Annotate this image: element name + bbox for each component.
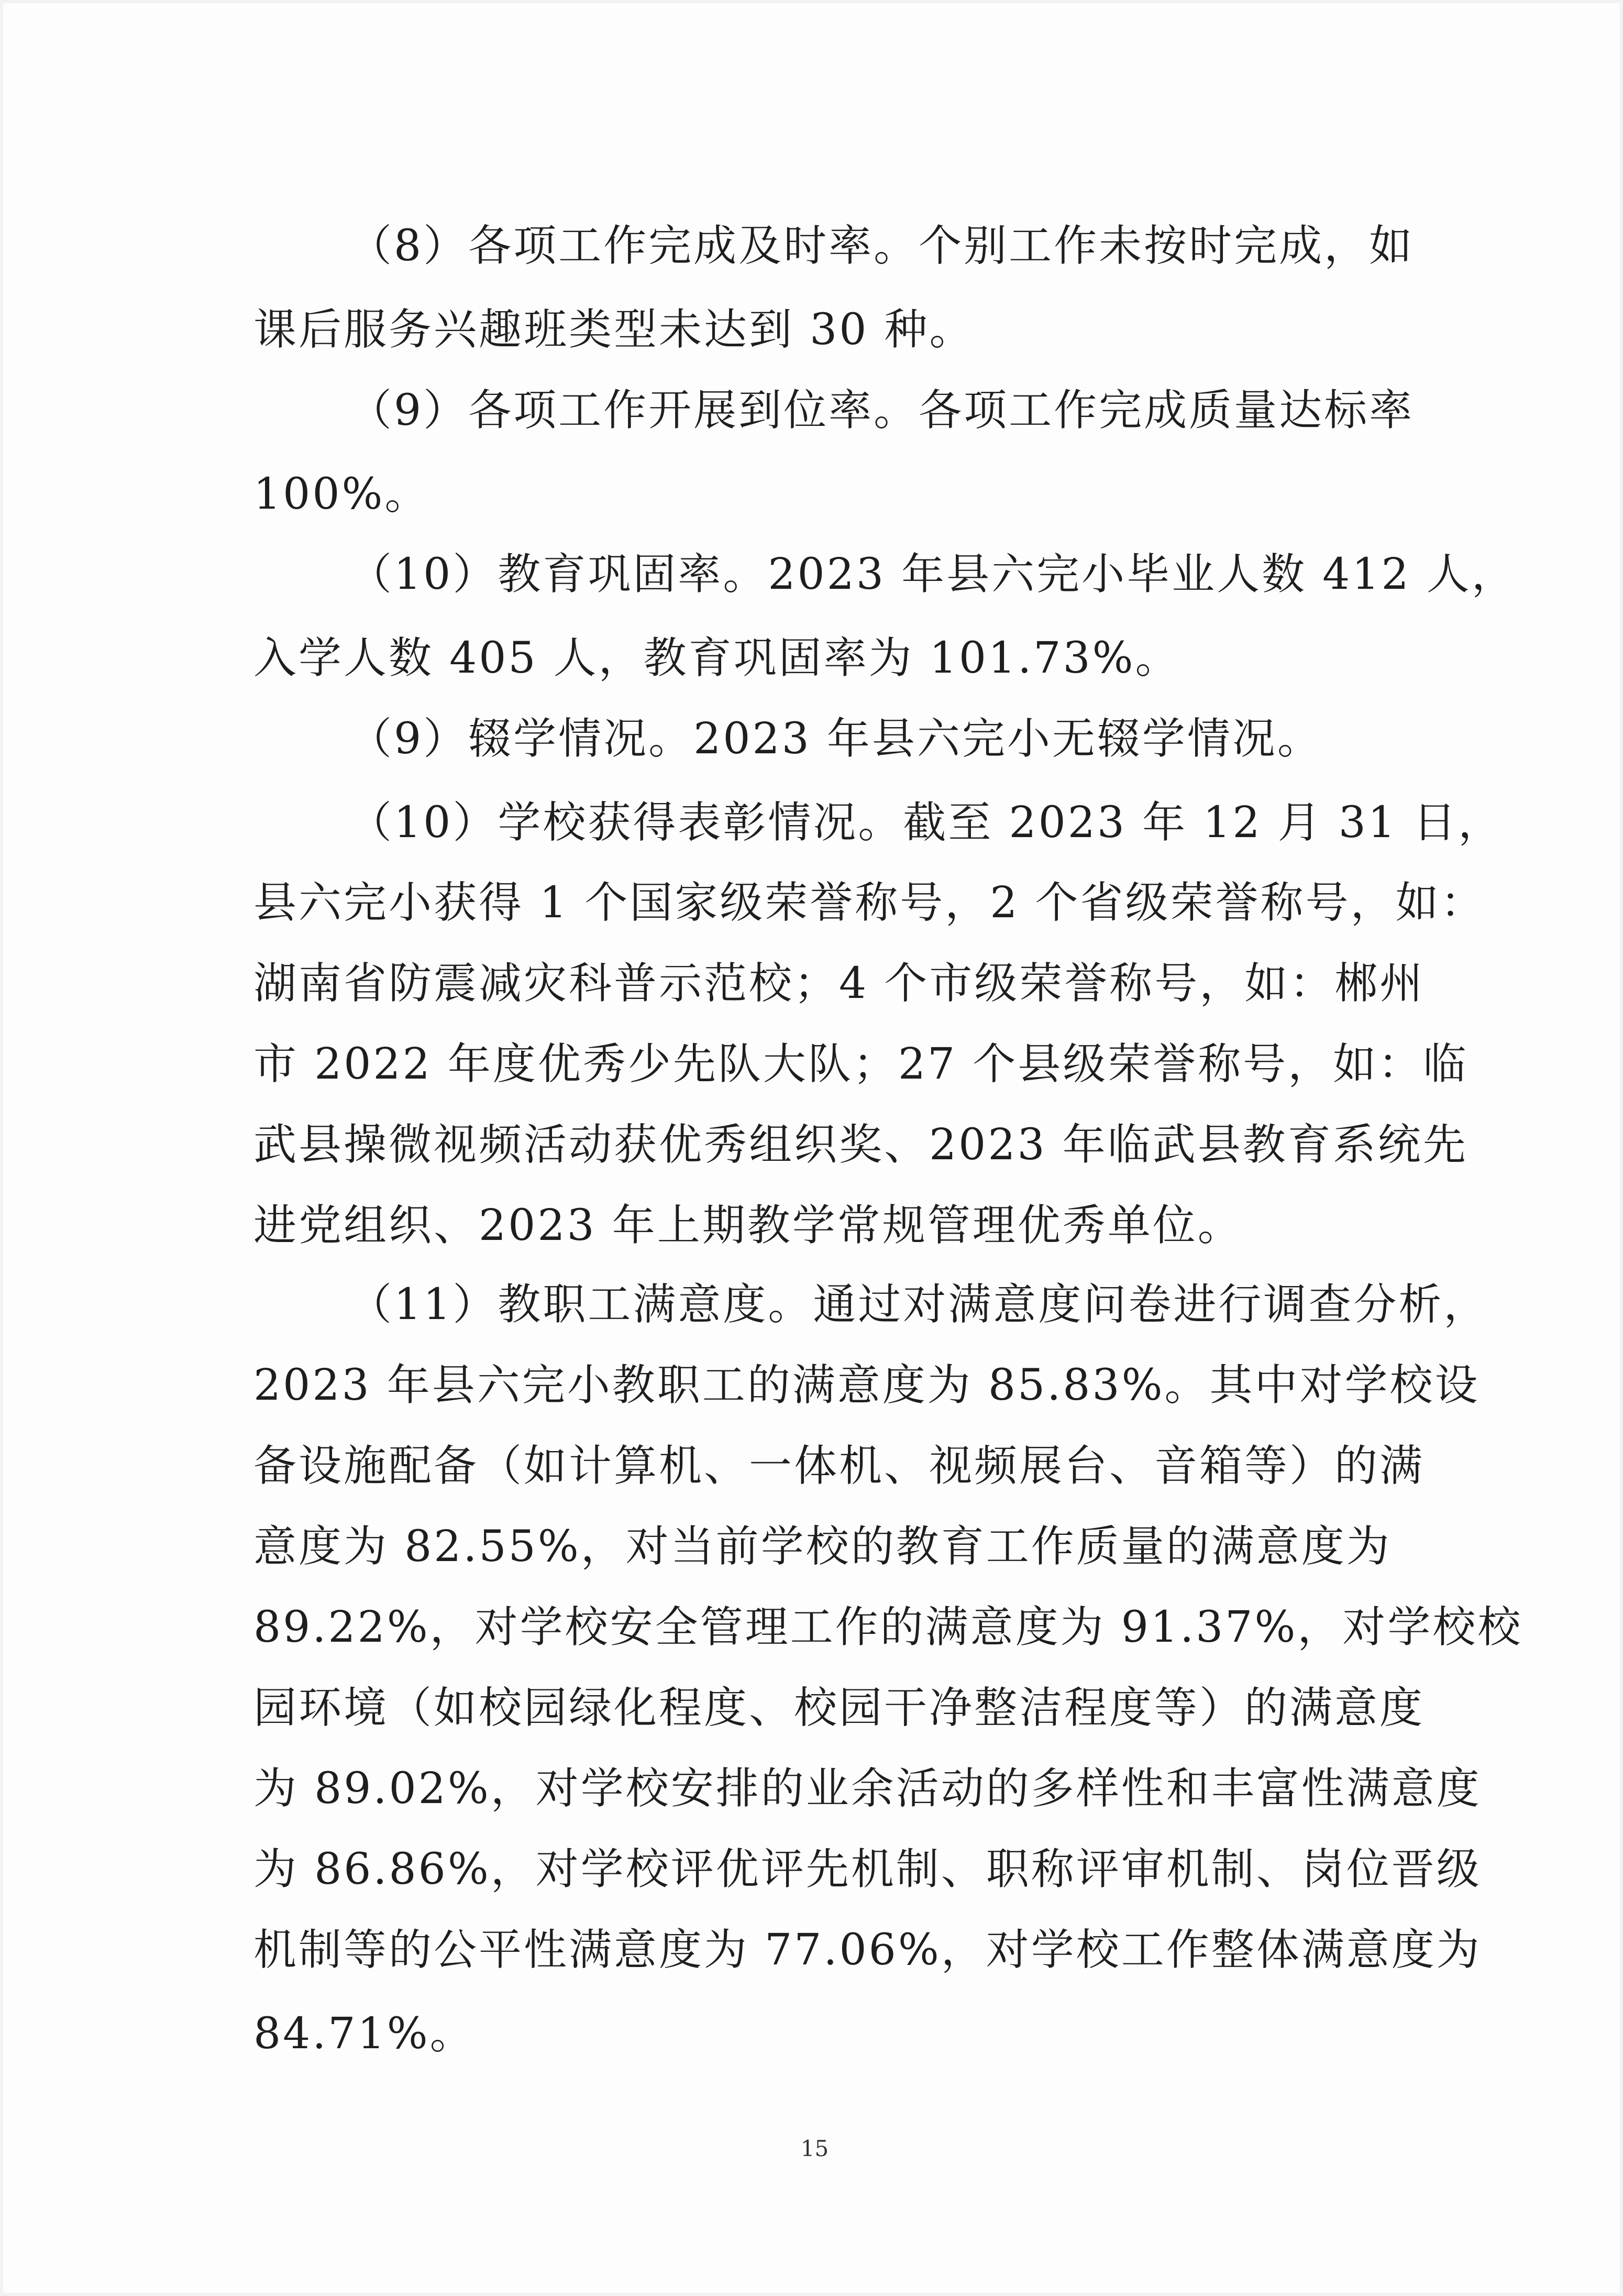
text-line: 市 2022 年度优秀少先队大队；27 个县级荣誉称号，如：临 (253, 1039, 1469, 1089)
text-line: 进党组织、2023 年上期教学常规管理优秀单位。 (253, 1201, 1243, 1250)
text-line: 武县操微视频活动获优秀组织奖、2023 年临武县教育系统先 (253, 1120, 1468, 1170)
text-line: 为 89.02%，对学校安排的业余活动的多样性和丰富性满意度 (253, 1764, 1482, 1814)
text-line: 园环境（如校园绿化程度、校园干净整洁程度等）的满意度 (253, 1683, 1425, 1733)
text-line: （8）各项工作完成及时率。个别工作未按时完成，如 (349, 221, 1415, 271)
text-line: 2023 年县六完小教职工的满意度为 85.83%。其中对学校设 (253, 1360, 1480, 1410)
text-line: （10）学校获得表彰情况。截至 2023 年 12 月 31 日， (349, 798, 1504, 848)
text-line: （9）各项工作开展到位率。各项工作完成质量达标率 (349, 386, 1415, 435)
text-line: 课后服务兴趣班类型未达到 30 种。 (253, 305, 975, 355)
text-line: 为 86.86%，对学校评优评先机制、职称评审机制、岗位晋级 (253, 1844, 1482, 1894)
text-line: 机制等的公平性满意度为 77.06%，对学校工作整体满意度为 (253, 1925, 1482, 1975)
text-line: 湖南省防震减灾科普示范校；4 个市级荣誉称号，如：郴州 (253, 959, 1425, 1008)
text-line: （9）辍学情况。2023 年县六完小无辍学情况。 (349, 714, 1322, 764)
text-line: 100%。 (253, 469, 430, 519)
page-number: 15 (800, 2136, 829, 2161)
text-line: 意度为 82.55%，对当前学校的教育工作质量的满意度为 (253, 1522, 1392, 1572)
text-line: 县六完小获得 1 个国家级荣誉称号，2 个省级荣誉称号，如： (253, 878, 1486, 928)
text-line: 89.22%，对学校安全管理工作的满意度为 91.37%，对学校校 (253, 1602, 1523, 1652)
text-line: 备设施配备（如计算机、一体机、视频展台、音箱等）的满 (253, 1441, 1425, 1491)
text-line: （11）教职工满意度。通过对满意度问卷进行调查分析， (349, 1280, 1489, 1330)
text-line: （10）教育巩固率。2023 年县六完小毕业人数 412 人， (349, 550, 1517, 599)
text-line: 入学人数 405 人，教育巩固率为 101.73%。 (253, 633, 1180, 683)
text-line: 84.71%。 (253, 2009, 475, 2059)
